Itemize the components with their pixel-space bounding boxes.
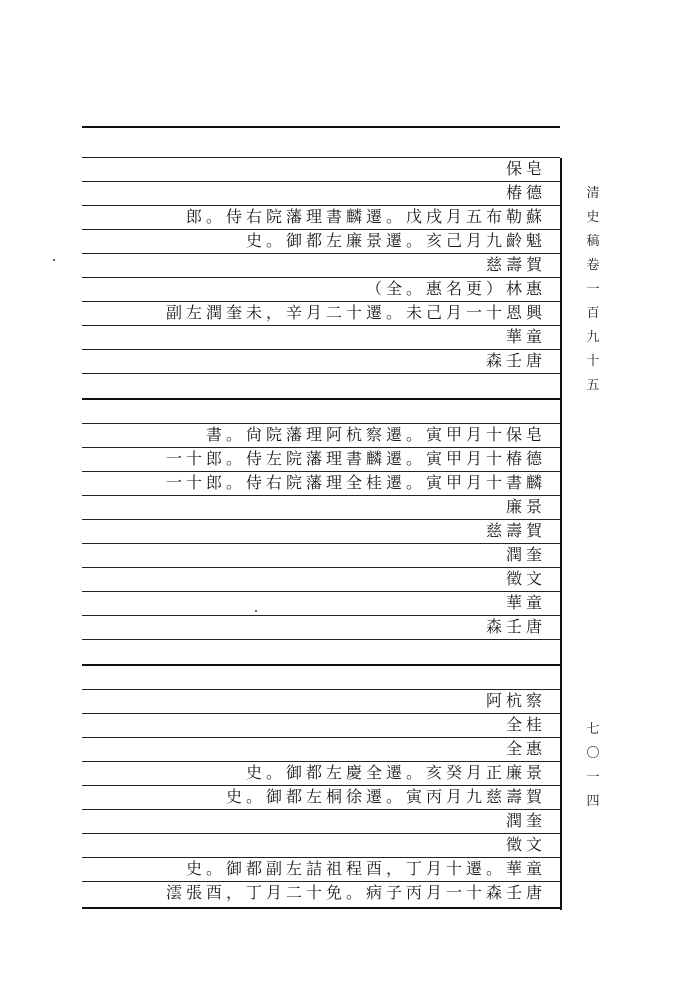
table-right-border <box>560 158 562 910</box>
running-title: 清史稿卷一百九十五 <box>586 186 600 393</box>
bottom-rule <box>82 907 560 909</box>
table-row: 慈壽賀 <box>485 255 546 274</box>
table-row: 華童 <box>505 593 546 612</box>
table-row: 史。御都左廉景遷。亥己月九齡魁 <box>245 231 546 250</box>
table-row: 潤奎 <box>505 811 546 830</box>
table-row: 全桂 <box>505 715 546 734</box>
table-row: 史。御都副左詰祖程酉，丁月十遷。華童 <box>185 859 546 878</box>
page-number: 七〇一四 <box>586 722 600 809</box>
table-row: （全。惠名更）林惠 <box>365 279 546 298</box>
table-row: 椿德 <box>505 183 546 202</box>
table-row: 史。御都左桐徐遷。寅丙月九慈壽賀 <box>225 787 546 806</box>
table-row: 慈壽賀 <box>485 521 546 540</box>
print-speck <box>255 610 257 612</box>
table-row: 澐張酉，丁月二十免。病子丙月一十森壬唐 <box>165 883 546 902</box>
table-row: 華童 <box>505 327 546 346</box>
table-row: 廉景 <box>505 497 546 516</box>
table-row: 保皂 <box>505 159 546 178</box>
table-row: 全惠 <box>505 739 546 758</box>
table-row: 森壬唐 <box>485 351 546 370</box>
table-row: 森壬唐 <box>485 617 546 636</box>
section-separator <box>82 664 560 666</box>
table-row: 潤奎 <box>505 545 546 564</box>
table-row: 阿杭察 <box>485 691 546 710</box>
table-row: 一十郎。侍右院藩理全桂遷。寅甲月十書麟 <box>165 473 546 492</box>
rule <box>82 639 560 640</box>
table-row: 徵文 <box>505 569 546 588</box>
table-row: 書。尙院藩理阿杭察遷。寅甲月十保皂 <box>205 425 546 444</box>
table-row: 副左潤奎未，辛月二十遷。未己月一十恩興 <box>165 303 546 322</box>
table-row: 徵文 <box>505 835 546 854</box>
table-row: 一十郎。侍左院藩理書麟遷。寅甲月十椿德 <box>165 449 546 468</box>
rule <box>82 373 560 374</box>
table-row: 郎。侍右院藩理書麟遷。戊戌月五布勒蘇 <box>185 207 546 226</box>
section-separator <box>82 398 560 400</box>
top-separator <box>82 126 560 128</box>
print-speck <box>53 259 55 261</box>
table-row: 史。御都左慶全遷。亥癸月正廉景 <box>245 763 546 782</box>
